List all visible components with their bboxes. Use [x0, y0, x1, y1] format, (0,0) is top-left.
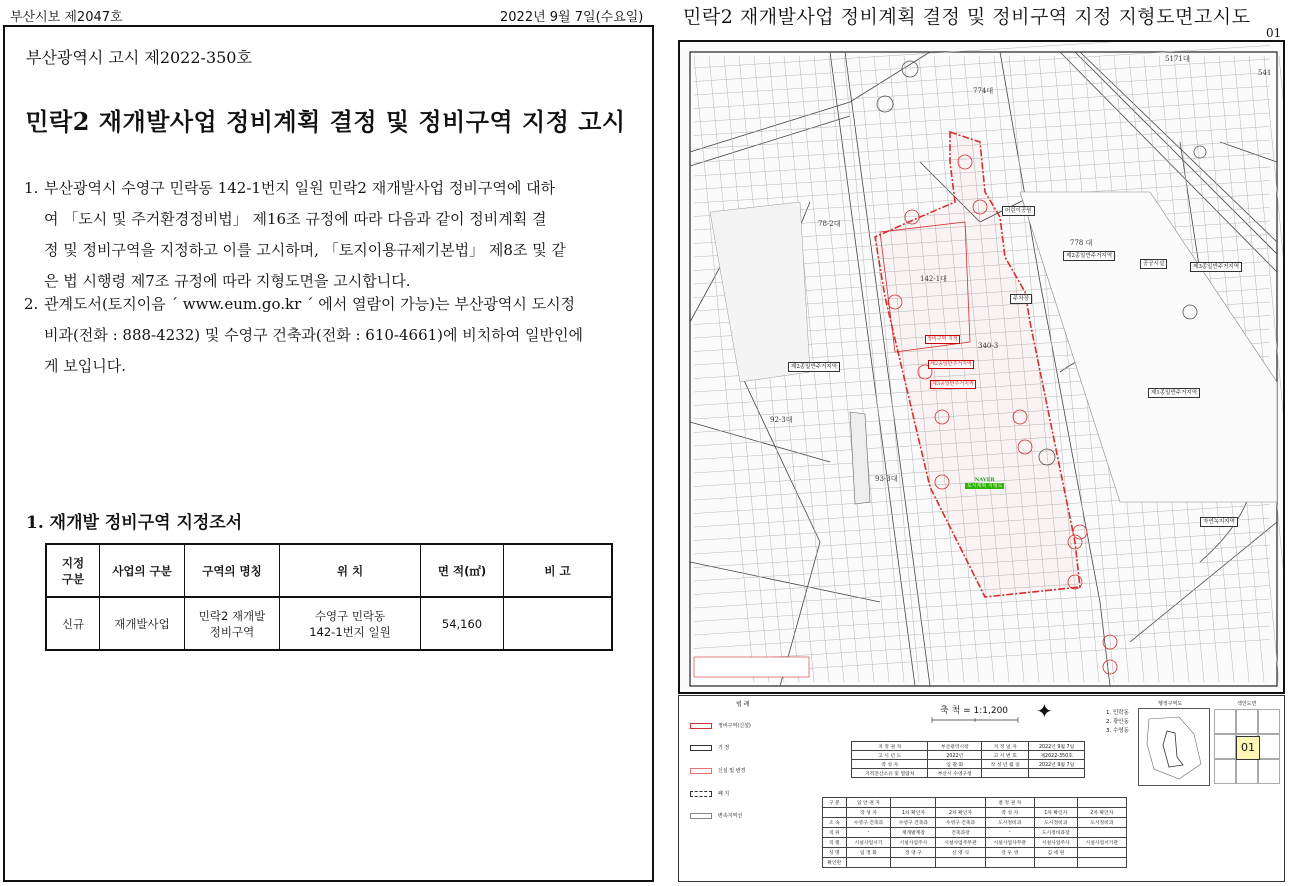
- table-cell: 결 정 권 자: [985, 798, 1034, 808]
- table-cell: [1034, 858, 1077, 868]
- table-row: [852, 760, 1085, 769]
- table-row: [823, 858, 1127, 868]
- index-map-title: 색인도면: [1237, 701, 1257, 707]
- table-cell: 2차 확인자: [1077, 808, 1126, 818]
- table-header: 비 고: [504, 544, 613, 597]
- lot-label: 778 대: [1070, 239, 1093, 247]
- section-heading: 1. 재개발 정비구역 지정조서: [26, 513, 243, 533]
- paragraph-line: 게 보입니다.: [44, 357, 126, 375]
- table-cell: 신 영 식: [936, 848, 985, 858]
- gazette-date: 2022년 9월 7일(수요일): [500, 10, 644, 25]
- table-cell: 시설사업사무관: [985, 838, 1034, 848]
- table-cell: 시설사업서기관: [1077, 838, 1126, 848]
- legend-item: [690, 790, 729, 797]
- table-cell: 고 시 번 호: [982, 751, 1029, 760]
- index-map: [1214, 709, 1282, 787]
- table-header: 구역의 명칭: [185, 544, 280, 597]
- table-header: 사업의 구분: [100, 544, 185, 597]
- district-note: 1. 민락동: [1106, 710, 1129, 716]
- zone-label: 제2종일반주거지역: [788, 362, 840, 372]
- table-cell: 소 속: [823, 818, 847, 828]
- table-cell: [1077, 798, 1126, 808]
- map-scale: 축 척 = 1:1,200: [940, 706, 1009, 716]
- table-cell: 1차 확인자: [891, 808, 936, 818]
- north-arrow-icon: ✦: [1036, 699, 1053, 723]
- table-cell: 입 안 권 자: [846, 798, 891, 808]
- district-note: 2. 광안동: [1106, 719, 1129, 725]
- table-cell: [982, 769, 1029, 778]
- zone-label: 제3종일반주거지역: [1190, 262, 1242, 272]
- zone-note: 제3종일반주거지역: [932, 381, 974, 387]
- legend-swatch: [690, 723, 712, 729]
- legend-label: 정비구역(신설): [718, 723, 751, 729]
- zone-label: 주차장: [1010, 294, 1032, 304]
- table-cell: 수영구 민락동 142-1번지 일원: [280, 597, 421, 650]
- table-cell: [1077, 848, 1126, 858]
- table-cell: 시설사업시기: [846, 838, 891, 848]
- lot-label: 340-3: [978, 342, 999, 350]
- table-header: 지정 구분: [46, 544, 100, 597]
- table-cell: [504, 597, 613, 650]
- table-cell: [823, 808, 847, 818]
- table-row: [852, 751, 1085, 760]
- legend-swatch: [690, 768, 712, 774]
- table-cell: [846, 858, 891, 868]
- legend-label: 변속지역선: [718, 813, 743, 819]
- table-cell: [936, 798, 985, 808]
- table-cell: 입 찰 화: [928, 760, 982, 769]
- legend-swatch: [690, 745, 712, 751]
- legend-label: 신설 및 변경: [718, 768, 746, 774]
- scale-bar: [930, 716, 1020, 724]
- table-cell: 도시정비과: [1077, 818, 1126, 828]
- table-cell: 민락2 재개발 정비구역: [185, 597, 280, 650]
- zone-label: 제2종일반주거지역: [1063, 251, 1115, 261]
- zone-label: 어린이공원: [1002, 206, 1035, 216]
- table-row: [823, 798, 1127, 808]
- approval-table: [822, 797, 1127, 868]
- designation-table: [45, 543, 613, 651]
- paragraph-line: 비과(전화 : 888-4232) 및 수영구 건축과(전화 : 610-4661)에 비치하여 일반인에: [44, 326, 583, 344]
- legend-label: 폐 지: [718, 791, 730, 797]
- gazette-issue: 부산시보 제2047호: [10, 10, 123, 25]
- lot-label: 541: [1258, 69, 1272, 77]
- notice-title: 민락2 재개발사업 정비계획 결정 및 정비구역 지정 고시: [25, 107, 626, 136]
- legend-item: [690, 722, 751, 729]
- lot-label: 774대: [973, 87, 994, 95]
- location-map-drawing: [1139, 709, 1211, 787]
- legend-item: [690, 812, 742, 819]
- table-cell: 지 정 일 자: [982, 742, 1029, 751]
- table-cell: 직 위: [823, 828, 847, 838]
- table-cell: 재개발사업: [100, 597, 185, 650]
- table-cell: [1029, 769, 1085, 778]
- gazette-page-frame: [3, 25, 654, 882]
- table-cell: 수영구 건축과: [891, 818, 936, 828]
- table-row: [823, 818, 1127, 828]
- table-cell: [985, 858, 1034, 868]
- table-row: [46, 597, 612, 650]
- table-cell: 제2022-350호: [1029, 751, 1085, 760]
- table-header: 면 적(㎡): [421, 544, 504, 597]
- table-cell: 건축과장: [936, 828, 985, 838]
- lot-label: 78-2대: [818, 220, 841, 228]
- table-cell: 2차 확인자: [936, 808, 985, 818]
- table-cell: 시설사업주무관: [936, 838, 985, 848]
- table-cell: [936, 858, 985, 868]
- table-cell: 직 렬: [823, 838, 847, 848]
- paragraph-line: 관계도서(토지이음 ´ www.eum.go.kr ´ 에서 열람이 가능)는 부산광역시 도시정: [44, 295, 576, 313]
- paragraph-line: 여 「도시 및 주거환경정비법」 제16조 규정에 따라 다음과 같이 정비계획 결: [44, 210, 547, 228]
- table-cell: 신규: [46, 597, 100, 650]
- legend-swatch: [690, 813, 712, 819]
- table-cell: 도시정비과: [985, 818, 1034, 828]
- cadastral-map: [678, 40, 1285, 694]
- table-cell: 도시정비과장: [1034, 828, 1077, 838]
- table-cell: 확인란: [823, 858, 847, 868]
- district-notes: [1106, 709, 1129, 736]
- table-cell: 작 성 자: [846, 808, 891, 818]
- district-note: 3. 수영동: [1106, 728, 1129, 734]
- table-cell: 지적전산소유 및 열람처: [852, 769, 928, 778]
- table-cell: 고 시 년 도: [852, 751, 928, 760]
- legend-label: 기 정: [718, 745, 730, 751]
- legend-title: 범 례: [736, 701, 750, 708]
- table-cell: 작 성 자: [985, 808, 1034, 818]
- legend-item: [690, 744, 729, 751]
- table-cell: [891, 858, 936, 868]
- map-title: 민락2 재개발사업 정비계획 결정 및 정비구역 지정 지형도면고시도: [683, 6, 1251, 28]
- table-cell: 부산시 수영구청: [928, 769, 982, 778]
- table-row: [823, 848, 1127, 858]
- lot-label: 5171대: [1165, 55, 1190, 63]
- notice-number: 부산광역시 고시 제2022-350호: [26, 48, 252, 67]
- zone-label: 공공시설: [1140, 259, 1167, 269]
- zone-label: 제1종일반주거지역: [1148, 388, 1200, 398]
- table-cell: 2022년: [928, 751, 982, 760]
- table-cell: 재개발계장: [891, 828, 936, 838]
- lot-label: 92-3대: [770, 416, 793, 424]
- table-cell: 구 분: [823, 798, 847, 808]
- location-map: [1138, 708, 1210, 786]
- location-map-title: 행정구역도: [1158, 701, 1183, 707]
- lot-label: 93-3대: [875, 475, 898, 483]
- table-row: [823, 838, 1127, 848]
- table-header-row: [46, 544, 612, 597]
- legend-swatch: [690, 791, 712, 797]
- zone-label: 자연녹지지역: [1200, 517, 1238, 527]
- table-cell: -: [846, 828, 891, 838]
- table-cell: -: [985, 828, 1034, 838]
- map-drawing: [680, 42, 1285, 694]
- table-row: [852, 742, 1085, 751]
- table-cell: 도시정비과: [1034, 818, 1077, 828]
- paragraph-line: 정 및 정비구역을 지정하고 이를 고시하며, 「토지이용규제기본법」 제8조 및 같: [44, 241, 566, 259]
- naver-subtitle: 도시계획 지형도: [967, 483, 1003, 489]
- paragraph-number: 2.: [24, 295, 39, 313]
- table-cell: 시설사업주사: [891, 838, 936, 848]
- table-cell: [891, 798, 936, 808]
- table-cell: 지 정 권 자: [852, 742, 928, 751]
- info-table: [851, 741, 1085, 778]
- lot-label: 142-1대: [920, 275, 947, 283]
- table-cell: [1077, 858, 1126, 868]
- table-cell: 수영구 건축과: [846, 818, 891, 828]
- table-cell: 수영구 건축과: [936, 818, 985, 828]
- table-cell: 2022년 9월 7일: [1029, 760, 1085, 769]
- table-cell: 김 세 원: [1034, 848, 1077, 858]
- paragraph-number: 1.: [24, 179, 39, 197]
- table-cell: 정 영 구: [891, 848, 936, 858]
- legend-item: [690, 767, 745, 774]
- index-sheet-number: 01: [1236, 736, 1260, 760]
- table-cell: 2022년 9월 7일: [1029, 742, 1085, 751]
- naver-logo: NAVER: [974, 477, 995, 483]
- table-row: [823, 808, 1127, 818]
- paragraph-line: 부산광역시 수영구 민락동 142-1번지 일원 민락2 재개발사업 정비구역에 대하: [44, 179, 556, 197]
- table-cell: 작 성 자: [852, 760, 928, 769]
- naver-watermark: [965, 477, 1004, 489]
- table-row: [823, 828, 1127, 838]
- table-cell: 1차 확인자: [1034, 808, 1077, 818]
- table-cell: 시설사업주사: [1034, 838, 1077, 848]
- zone-note: 정비구역 지정: [927, 336, 958, 342]
- table-cell: 부산광역시장: [928, 742, 982, 751]
- table-cell: [1034, 798, 1077, 808]
- table-row: [852, 769, 1085, 778]
- table-cell: 작 성 년 월 일: [982, 760, 1029, 769]
- table-header: 위 치: [280, 544, 421, 597]
- table-cell: 임 정 화: [846, 848, 891, 858]
- table-cell: 54,160: [421, 597, 504, 650]
- table-cell: 성 명: [823, 848, 847, 858]
- zone-note: 제2종일반주거지역: [930, 361, 972, 367]
- table-cell: 강 우 영: [985, 848, 1034, 858]
- table-cell: [1077, 828, 1126, 838]
- map-sheet-number: 01: [1266, 26, 1282, 40]
- paragraph-line: 은 법 시행령 제7조 규정에 따라 지형도면을 고시합니다.: [44, 272, 411, 290]
